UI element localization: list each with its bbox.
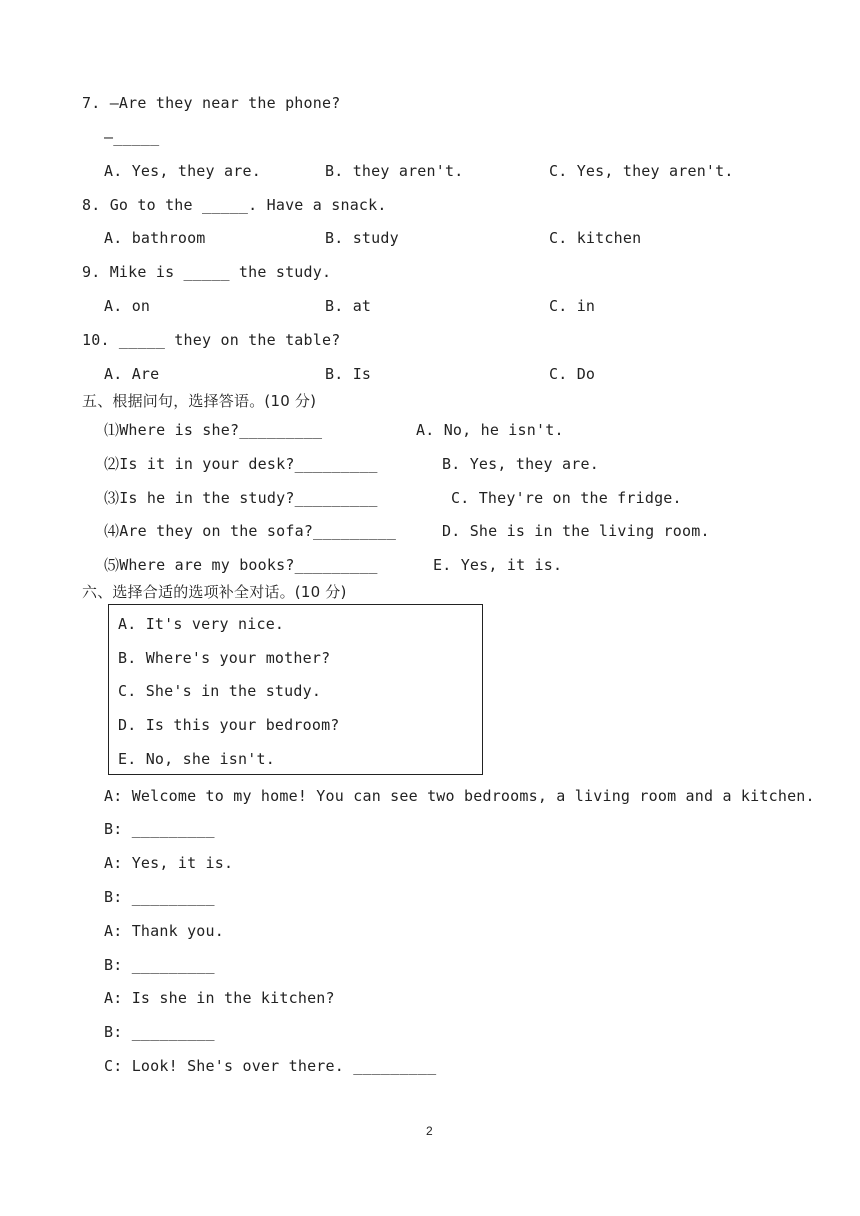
dialogue-line-2: B: _________	[104, 820, 215, 838]
q10-option-c: C. Do	[549, 365, 596, 383]
section5-question-5: ⑸Where are my books?_________	[104, 556, 378, 574]
q8-option-a: A. bathroom	[104, 229, 206, 247]
dialogue-line-4: B: _________	[104, 888, 215, 906]
q8-option-c: C. kitchen	[549, 229, 642, 247]
section5-answer-e: E. Yes, it is.	[433, 556, 563, 574]
section5-answer-d: D. She is in the living room.	[442, 522, 710, 540]
q7-option-c: C. Yes, they aren't.	[549, 162, 734, 180]
q9-option-c: C. in	[549, 297, 596, 315]
q7-reply-blank: —_____	[104, 128, 160, 146]
section5-answer-b: B. Yes, they are.	[442, 455, 599, 473]
dialogue-line-8: B: _________	[104, 1023, 215, 1041]
section6-option-c: C. She's in the study.	[118, 682, 322, 700]
section5-answer-a: A. No, he isn't.	[416, 421, 564, 439]
section5-question-3: ⑶Is he in the study?_________	[104, 489, 378, 507]
section6-option-a: A. It's very nice.	[118, 615, 285, 633]
dialogue-line-7: A: Is she in the kitchen?	[104, 989, 335, 1007]
dialogue-line-9: C: Look! She's over there. _________	[104, 1057, 437, 1075]
section6-option-d: D. Is this your bedroom?	[118, 716, 340, 734]
dialogue-line-5: A: Thank you.	[104, 922, 224, 940]
dialogue-line-1: A: Welcome to my home! You can see two bedrooms, a living room and a kitchen.	[104, 787, 815, 805]
q10-stem: 10. _____ they on the table?	[82, 331, 341, 349]
dialogue-line-6: B: _________	[104, 956, 215, 974]
section5-question-1: ⑴Where is she?_________	[104, 421, 323, 439]
dialogue-line-3: A: Yes, it is.	[104, 854, 234, 872]
page-number: 2	[426, 1124, 433, 1138]
section5-answer-c: C. They're on the fridge.	[451, 489, 682, 507]
q7-option-a: A. Yes, they are.	[104, 162, 261, 180]
section6-option-b: B. Where's your mother?	[118, 649, 331, 667]
section6-option-e: E. No, she isn't.	[118, 750, 275, 768]
q9-option-a: A. on	[104, 297, 151, 315]
section5-heading: 五、根据问句，选择答语。(10 分)	[82, 392, 317, 410]
section6-heading: 六、选择合适的选项补全对话。(10 分)	[82, 583, 347, 601]
q7-option-b: B. they aren't.	[325, 162, 464, 180]
q9-option-b: B. at	[325, 297, 372, 315]
q10-option-a: A. Are	[104, 365, 160, 383]
q9-stem: 9. Mike is _____ the study.	[82, 263, 332, 281]
q8-option-b: B. study	[325, 229, 399, 247]
section5-question-4: ⑷Are they on the sofa?_________	[104, 522, 397, 540]
q10-option-b: B. Is	[325, 365, 372, 383]
q8-stem: 8. Go to the _____. Have a snack.	[82, 196, 387, 214]
q7-stem: 7. —Are they near the phone?	[82, 94, 341, 112]
section5-question-2: ⑵Is it in your desk?_________	[104, 455, 378, 473]
